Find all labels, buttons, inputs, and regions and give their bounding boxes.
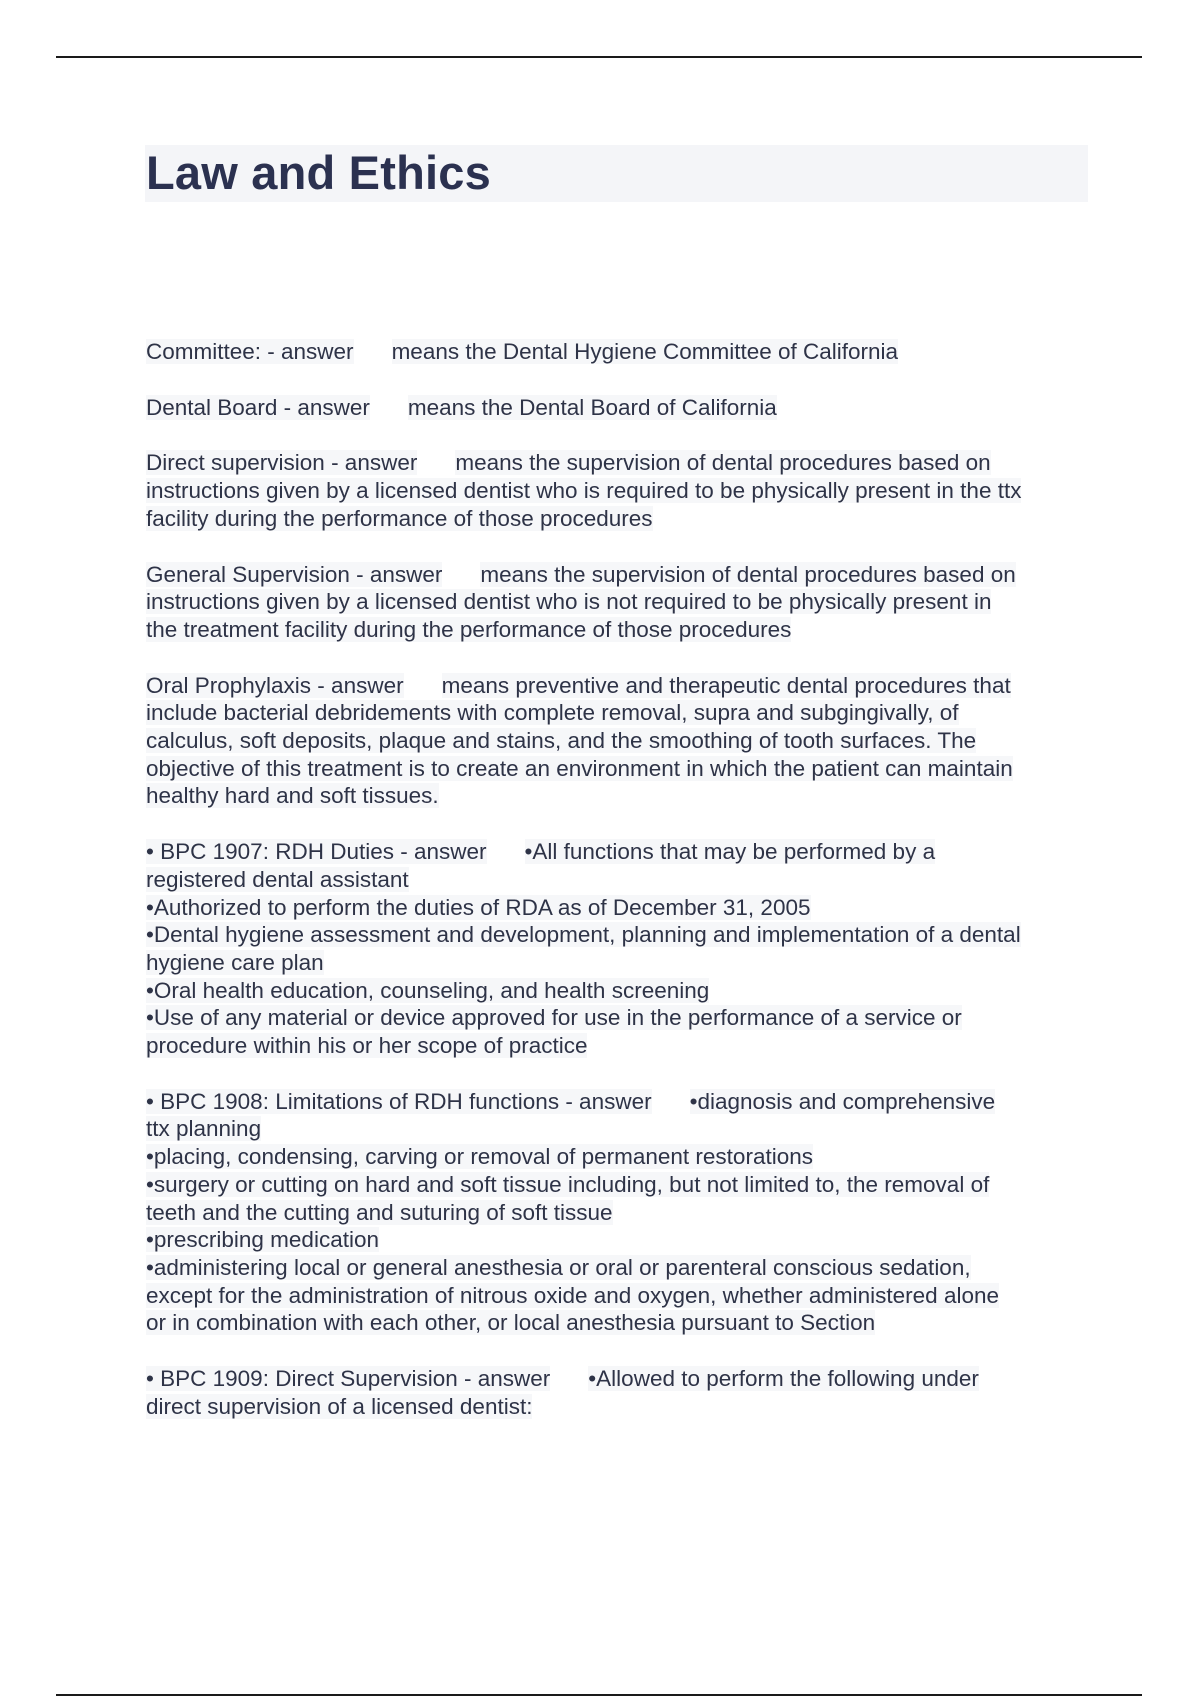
entry-text: •Authorized to perform the duties of RDA as of December 31, 2005 [146,894,811,920]
entry-text: calculus, soft deposits, plaque and stains, and the smoothing of tooth surfaces. The [146,728,977,754]
entry-line [146,894,1096,922]
entry-text: •prescribing medication [146,1227,379,1253]
bottom-rule [56,1694,1142,1696]
entry-line [146,394,1096,422]
entry-line [146,449,1096,477]
entry-text: •surgery or cutting on hard and soft tissue including, but not limited to, the removal of [146,1171,990,1197]
entry-text: •Allowed to perform the following under [588,1366,979,1392]
entry-text: •diagnosis and comprehensive [689,1088,996,1114]
entry-text: hygiene care plan [146,949,324,975]
entry-text: means the supervision of dental procedures based on [480,561,1016,587]
entry-line [146,477,1096,505]
entry-line [146,699,1096,727]
flashcard-list [146,338,1096,1449]
entry-term: • BPC 1909: Direct Supervision - answer [146,1366,551,1392]
entry-text: objective of this treatment is to create an environment in which the patient can maintain [146,755,1013,781]
entry-term: Direct supervision - answer [146,450,418,476]
entry-line [146,1254,1096,1282]
entry-text: means the supervision of dental procedures based on [455,450,991,476]
flashcard-entry [146,838,1096,1060]
entry-text: •Dental hygiene assessment and development, planning and implementation of a dental [146,922,1021,948]
entry-line [146,1032,1096,1060]
entry-line [146,338,1096,366]
entry-line [146,949,1096,977]
flashcard-entry [146,338,1096,366]
entry-line [146,1004,1096,1032]
entry-text: •Oral health education, counseling, and health screening [146,977,710,1003]
entry-text: registered dental assistant [146,866,409,892]
entry-text: instructions given by a licensed dentist who is required to be physically present in the ttx [146,478,1022,504]
flashcard-entry [146,449,1096,532]
flashcard-entry [146,561,1096,644]
entry-line [146,977,1096,1005]
flashcard-entry [146,1365,1096,1420]
entry-text: procedure within his or her scope of practice [146,1033,588,1059]
entry-text: •Use of any material or device approved for use in the performance of a service or [146,1005,962,1031]
entry-line [146,921,1096,949]
entry-text: •placing, condensing, carving or removal of permanent restorations [146,1144,813,1170]
flashcard-entry [146,672,1096,811]
entry-line [146,755,1096,783]
entry-text: means the Dental Board of California [407,394,777,420]
entry-line [146,866,1096,894]
entry-line [146,1365,1096,1393]
entry-text: direct supervision of a licensed dentist: [146,1393,533,1419]
entry-text: the treatment facility during the performance of those procedures [146,616,792,642]
entry-line [146,672,1096,700]
entry-term: • BPC 1907: RDH Duties - answer [146,839,487,865]
entry-line [146,1226,1096,1254]
entry-text: include bacterial debridements with complete removal, supra and subgingivally, of [146,700,959,726]
entry-text: or in combination with each other, or local anesthesia pursuant to Section [146,1310,876,1336]
entry-term: • BPC 1908: Limitations of RDH functions - answer [146,1088,652,1114]
entry-term: Dental Board - answer [146,394,370,420]
entry-text: facility during the performance of those procedures [146,505,653,531]
page-title: Law and Ethics [146,146,491,199]
flashcard-entry [146,394,1096,422]
entry-term: Oral Prophylaxis - answer [146,672,404,698]
entry-line [146,838,1096,866]
entry-line [146,588,1096,616]
entry-line [146,1199,1096,1227]
flashcard-entry [146,1088,1096,1337]
entry-text: •All functions that may be performed by a [524,839,936,865]
entry-line [146,1088,1096,1116]
entry-line [146,782,1096,810]
entry-text: means the Dental Hygiene Committee of California [391,339,899,364]
entry-term: General Supervision - answer [146,561,443,587]
entry-text: ttx planning [146,1116,262,1142]
entry-line [146,505,1096,533]
entry-term: Committee: - answer [146,339,354,364]
entry-line [146,616,1096,644]
entry-line [146,1115,1096,1143]
entry-line [146,1309,1096,1337]
entry-text: means preventive and therapeutic dental procedures that [441,672,1011,698]
entry-text: teeth and the cutting and suturing of soft tissue [146,1199,613,1225]
entry-line [146,1282,1096,1310]
entry-line [146,1393,1096,1421]
entry-line [146,727,1096,755]
entry-line [146,1171,1096,1199]
entry-text: except for the administration of nitrous oxide and oxygen, whether administered alone [146,1282,1000,1308]
entry-line [146,561,1096,589]
entry-text: instructions given by a licensed dentist who is not required to be physically present in [146,589,992,615]
top-rule [56,56,1142,58]
entry-text: •administering local or general anesthesia or oral or parenteral conscious sedation, [146,1254,971,1280]
entry-text: healthy hard and soft tissues. [146,783,439,809]
entry-line [146,1143,1096,1171]
